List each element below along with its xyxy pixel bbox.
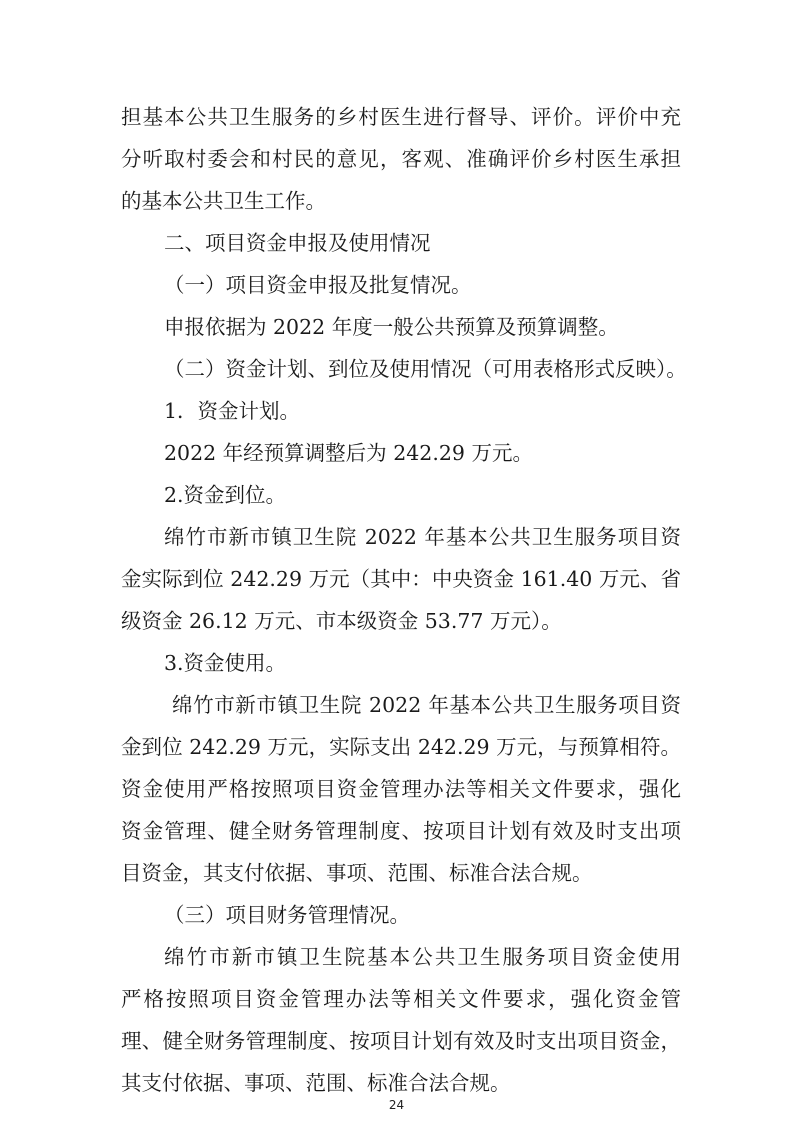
paragraph-line-17: 资金使用严格按照项目资金管理办法等相关文件要求，强化 (121, 777, 681, 801)
page-number: 24 (388, 1098, 405, 1112)
paragraph-line-3: 的基本公共卫生工作。 (121, 189, 326, 213)
paragraph-line-1: 担基本公共卫生服务的乡村医生进行督导、评价。评价中充 (121, 105, 681, 129)
paragraph-line-24: 其支付依据、事项、范围、标准合法合规。 (121, 1071, 511, 1095)
paragraph-line-23: 理、健全财务管理制度、按项目计划有效及时支出项目资金， (121, 1029, 681, 1053)
paragraph-line-2: 分听取村委会和村民的意见，客观、准确评价乡村医生承担 (121, 147, 681, 171)
paragraph-line-15: 绵竹市新市镇卫生院 2022 年基本公共卫生服务项目资 (172, 693, 681, 717)
paragraph-line-9: 2022 年经预算调整后为 242.29 万元。 (164, 441, 533, 465)
paragraph-line-19: 目资金，其支付依据、事项、范围、标准合法合规。 (121, 861, 593, 885)
subsection-heading-2-1: （一）项目资金申报及批复情况。 (164, 273, 472, 297)
item-heading-1: 1．资金计划。 (164, 399, 301, 423)
paragraph-line-12: 金实际到位 242.29 万元（其中：中央资金 161.40 万元、省 (121, 567, 681, 591)
item-heading-2: 2.资金到位。 (164, 483, 287, 507)
subsection-heading-2-2: （二）资金计划、到位及使用情况（可用表格形式反映）。 (164, 357, 687, 381)
paragraph-line-21: 绵竹市新市镇卫生院基本公共卫生服务项目资金使用 (164, 945, 681, 969)
paragraph-line-11: 绵竹市新市镇卫生院 2022 年基本公共卫生服务项目资 (164, 525, 681, 549)
paragraph-line-6: 申报依据为 2022 年度一般公共预算及预算调整。 (164, 315, 619, 339)
paragraph-line-18: 资金管理、健全财务管理制度、按项目计划有效及时支出项 (121, 819, 681, 843)
subsection-heading-2-3: （三）项目财务管理情况。 (164, 903, 410, 927)
paragraph-line-22: 严格按照项目资金管理办法等相关文件要求，强化资金管 (121, 987, 681, 1011)
item-heading-3: 3.资金使用。 (164, 651, 287, 675)
section-heading-2: 二、项目资金申报及使用情况 (164, 231, 431, 255)
paragraph-line-13: 级资金 26.12 万元、市本级资金 53.77 万元）。 (121, 609, 562, 633)
paragraph-line-16: 金到位 242.29 万元，实际支出 242.29 万元，与预算相符。 (121, 735, 681, 759)
